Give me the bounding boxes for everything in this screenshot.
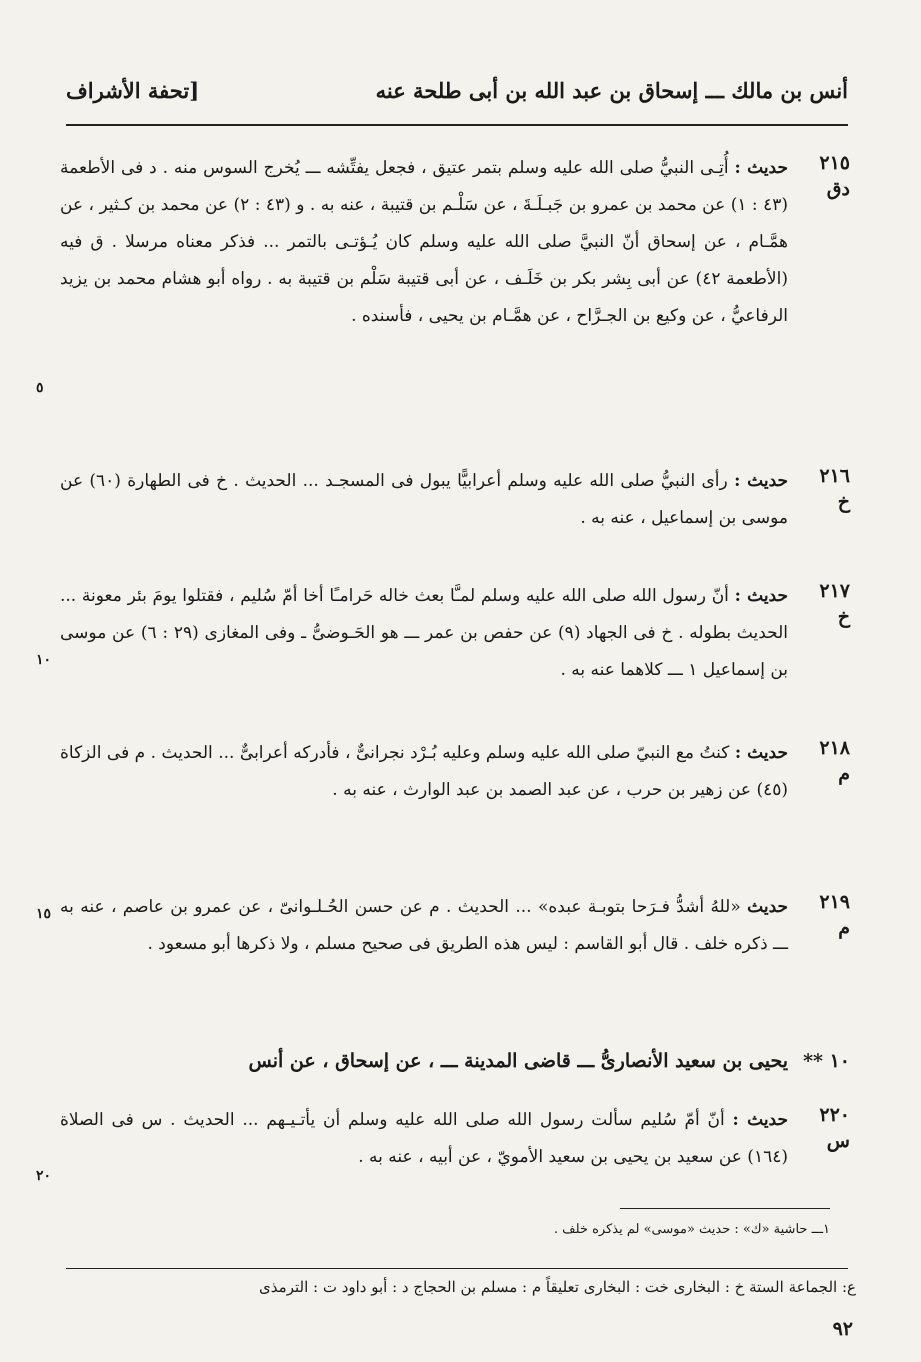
page-number: ٩٢ [832, 1318, 853, 1340]
entry-lead: حديث : [732, 1110, 788, 1130]
entry-number [798, 889, 850, 941]
entry-body: أُتِـى النبيُّ صلى الله عليه وسلم بتمر عتيق ، فجعل يفتِّشه ـــ يُخرج السوس منه . د فى الأطعمة (٤٣ : ١) عن محمد بن عمرو بن جَبـلَـةَ ، عن سَلْـم بن قتيبة ، عنه به . و (٤٣ : ٢) عن محمد بن كـثير ، عن همَّـام ، عن إسحاق أنّ النبيَّ صلى الله عليه وسلم كان يُـؤتـى بالتمر ... فذكر معناه مرسلا . ق فيه (الأطعمة ٤٢) عن أبى بِشر بكر بن خَلَـف ، عن أبى قتيبة سَلْم بن قتيبة به . رواه أبو هشام محمد بن يزيد الرفاعيُّ ، عن وكيع بن الجـرَّاح ، عن همَّـام بن يحيى ، فأسنده . [60, 158, 788, 326]
entry-text [60, 1102, 788, 1176]
entry-lead: حديث : [734, 471, 789, 491]
chain-text: يحيى بن سعيد الأنصارىُّ ـــ قاضى المدينة ـــ ، عن إسحاق ، عن أنس [248, 1050, 788, 1072]
entry-text [60, 578, 788, 689]
entry-text [60, 735, 788, 809]
margin-line-number: ١٠ [36, 652, 52, 668]
entry-body: كنتُ مع النبيّ صلى الله عليه وسلم وعليه بُـرْد نجرانىٌّ ، فأدركه أعرابىٌّ ... الحديث . م فى الزكاة (٤٥) عن زهير بن حرب ، عن عبد الصمد بن عبد الوارث ، عنه به . [60, 743, 788, 800]
entry-text [60, 150, 788, 335]
entry-codes: م [838, 763, 850, 785]
entry-number [798, 150, 850, 202]
entry-number [798, 463, 850, 515]
entry-number [798, 735, 850, 787]
abbreviation-legend: ع: الجماعة الستة خ : البخارى خت : البخارى تعليقاً م : مسلم بن الحجاج د : أبو داود ت : الترمذى [259, 1278, 856, 1296]
entry-num: ٢١٩ [819, 891, 850, 913]
entry-217 [60, 578, 850, 689]
entry-num: ٢١٨ [819, 737, 850, 759]
entry-body: «للهُ أشدُّ فـرَحا بتوبـة عبده» ... الحديث . م عن حسن الحُـلـوانىّ ، عن عمرو بن عاصم ، عنه به ـــ ذكره خلف . قال أبو القاسم : ليس هذه الطريق فى صحيح مسلم ، ولا ذكرها أبو مسعود . [60, 897, 788, 954]
entry-number [798, 1102, 850, 1154]
entry-number [798, 578, 850, 630]
header-title-right: أنس بن مالك ـــ إسحاق بن عبد الله بن أبى طلحة عنه [375, 78, 848, 103]
entry-text [60, 889, 788, 963]
chain-heading [120, 1050, 850, 1072]
margin-line-number: ١٥ [36, 906, 52, 922]
entry-220 [60, 1102, 850, 1176]
legend-rule [66, 1268, 848, 1269]
footnote: ١ـــ حاشية «ك» : حديث «موسى» لم يذكره خلف . [553, 1222, 830, 1237]
margin-line-number: ٢٠ [36, 1168, 52, 1184]
entry-lead: حديث : [734, 743, 788, 763]
entry-body: رأى النبيُّ صلى الله عليه وسلم أعرابيًّا يبول فى المسجـد ... الحديث . خ فى الطهارة (٦٠) عن موسى بن إسماعيل ، عنه به . [60, 471, 788, 528]
entry-lead: حديث : [734, 586, 788, 606]
entry-body: أنّ رسول الله صلى الله عليه وسلم لمـَّا بعث خاله حَرامـًا أخا أمّ سُليم ، فقتلوا يومَ بئر معونة ... الحديث بطوله . خ فى الجهاد (٩) عن حفص بن عمر ـــ هو الحَـوضىُّ ـ وفى المغازى (٢٩ : ٦) عن موسى بن إسماعيل ١ ـــ كلاهما عنه به . [60, 586, 789, 680]
entry-215 [60, 150, 850, 335]
entry-codes: م [838, 917, 850, 939]
entry-lead: حديث [747, 897, 789, 917]
margin-line-number: ٥ [36, 380, 44, 396]
running-header [66, 72, 848, 112]
entry-218 [60, 735, 850, 809]
entry-body: أنّ أمّ سُليم سألت رسول الله صلى الله عليه وسلم أن يأتـيـهم ... الحديث . س فى الصلاة (١٦٤) عن سعيد بن يحيى بن سعيد الأمويّ ، عن أبيه ، عنه به . [60, 1110, 788, 1167]
footnote-rule [620, 1208, 830, 1209]
entry-num: ٢٢٠ [819, 1104, 850, 1126]
entry-num: ٢١٥ [819, 152, 850, 174]
chain-number: ١٠ ** [803, 1050, 850, 1072]
entry-codes: س [826, 1130, 850, 1152]
entry-codes: دق [826, 178, 850, 200]
header-rule [66, 124, 848, 126]
entry-lead: حديث : [734, 158, 788, 178]
header-title-left: [تحفة الأشراف [66, 78, 200, 103]
entry-codes: خ [837, 491, 850, 513]
entry-codes: خ [837, 606, 850, 628]
entry-216 [60, 463, 850, 537]
entry-num: ٢١٦ [819, 465, 850, 487]
entry-text [60, 463, 788, 537]
entry-num: ٢١٧ [819, 580, 850, 602]
entry-219 [60, 889, 850, 963]
